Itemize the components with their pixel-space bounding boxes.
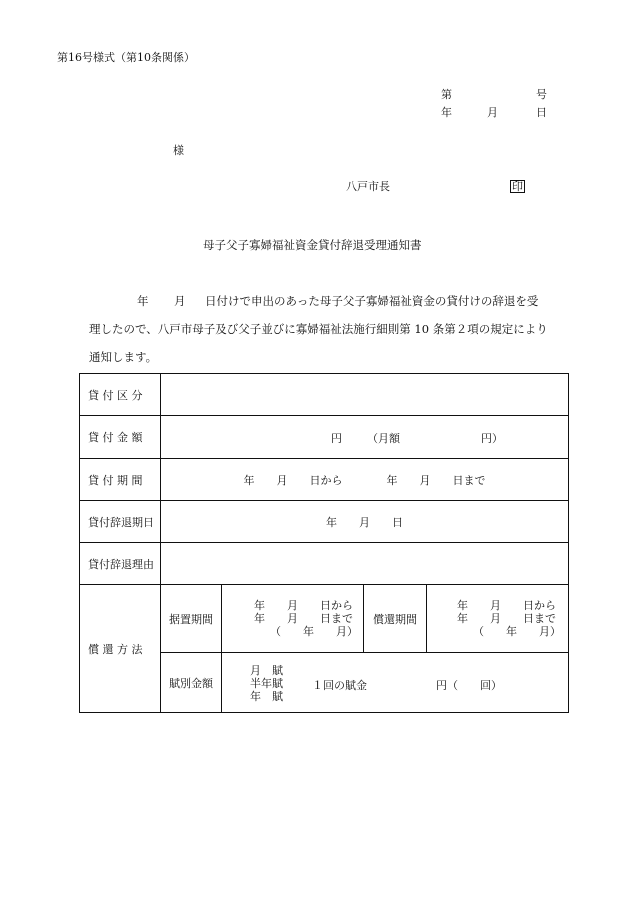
installment-monthly: 月 賦	[250, 663, 283, 677]
body-line2: 理したので、八戸市母子及び父子並びに寡婦福祉法施行細則第 10 条第２項の規定により	[89, 322, 548, 336]
date-month: 月	[487, 106, 498, 119]
deferral-duration: （ 年 月）	[270, 625, 358, 638]
date-year: 年	[441, 106, 452, 119]
number-go: 号	[536, 88, 547, 101]
decline-date-label: 貸付辞退期日	[80, 501, 161, 543]
amount-yen: 円	[331, 432, 342, 445]
installment-semiannual: 半年賦	[250, 676, 283, 690]
installment-amount: １回の賦金	[312, 678, 367, 692]
installment-yen: 円（ 回）	[436, 678, 502, 692]
loan-category-value	[161, 374, 569, 416]
repayment-period-value	[427, 585, 569, 653]
installment-label: 賦別金額	[161, 653, 222, 713]
addressee: 様	[173, 144, 184, 157]
repay-duration: （ 年 月）	[473, 625, 561, 638]
loan-category-label: 貸 付 区 分	[80, 374, 161, 416]
form-id: 第16号様式（第10条関係）	[57, 51, 195, 64]
loan-amount-value	[161, 416, 569, 459]
decline-reason-label: 貸付辞退理由	[80, 543, 161, 585]
installment-types	[250, 664, 283, 703]
loan-info-table	[79, 373, 569, 713]
sender: 八戸市長	[346, 180, 390, 193]
deferral-period-value	[222, 585, 364, 653]
amount-monthly: （月額	[367, 432, 400, 445]
deferral-to: 年 月 日まで	[254, 612, 353, 625]
number-dai: 第	[441, 88, 452, 101]
document-title: 母子父子寡婦福祉資金貸付辞退受理通知書	[203, 238, 422, 252]
decline-date-value: 年 月 日	[161, 501, 569, 543]
loan-amount-label: 貸 付 金 額	[80, 416, 161, 459]
body-month: 月	[174, 294, 186, 308]
seal: 印	[512, 180, 523, 193]
deferral-from: 年 月 日から	[254, 599, 353, 612]
installment-value	[222, 653, 569, 713]
installment-annual: 年 賦	[250, 689, 283, 703]
repay-from: 年 月 日から	[457, 599, 556, 612]
decline-reason-value	[161, 543, 569, 585]
repayment-method-label: 償 還 方 法	[80, 585, 161, 713]
amount-yen-close: 円）	[481, 432, 503, 445]
date-day: 日	[536, 106, 547, 119]
loan-period-label: 貸 付 期 間	[80, 459, 161, 501]
body-line3: 通知します。	[89, 350, 158, 364]
repay-to: 年 月 日まで	[457, 612, 556, 625]
body-year: 年	[137, 294, 149, 308]
body-line1: 日付けで申出のあった母子父子寡婦福祉資金の貸付けの辞退を受	[205, 294, 539, 308]
deferral-period-label: 据置期間	[161, 585, 222, 653]
repayment-period-label: 償還期間	[364, 585, 427, 653]
loan-period-value: 年 月 日から 年 月 日まで	[161, 459, 569, 501]
